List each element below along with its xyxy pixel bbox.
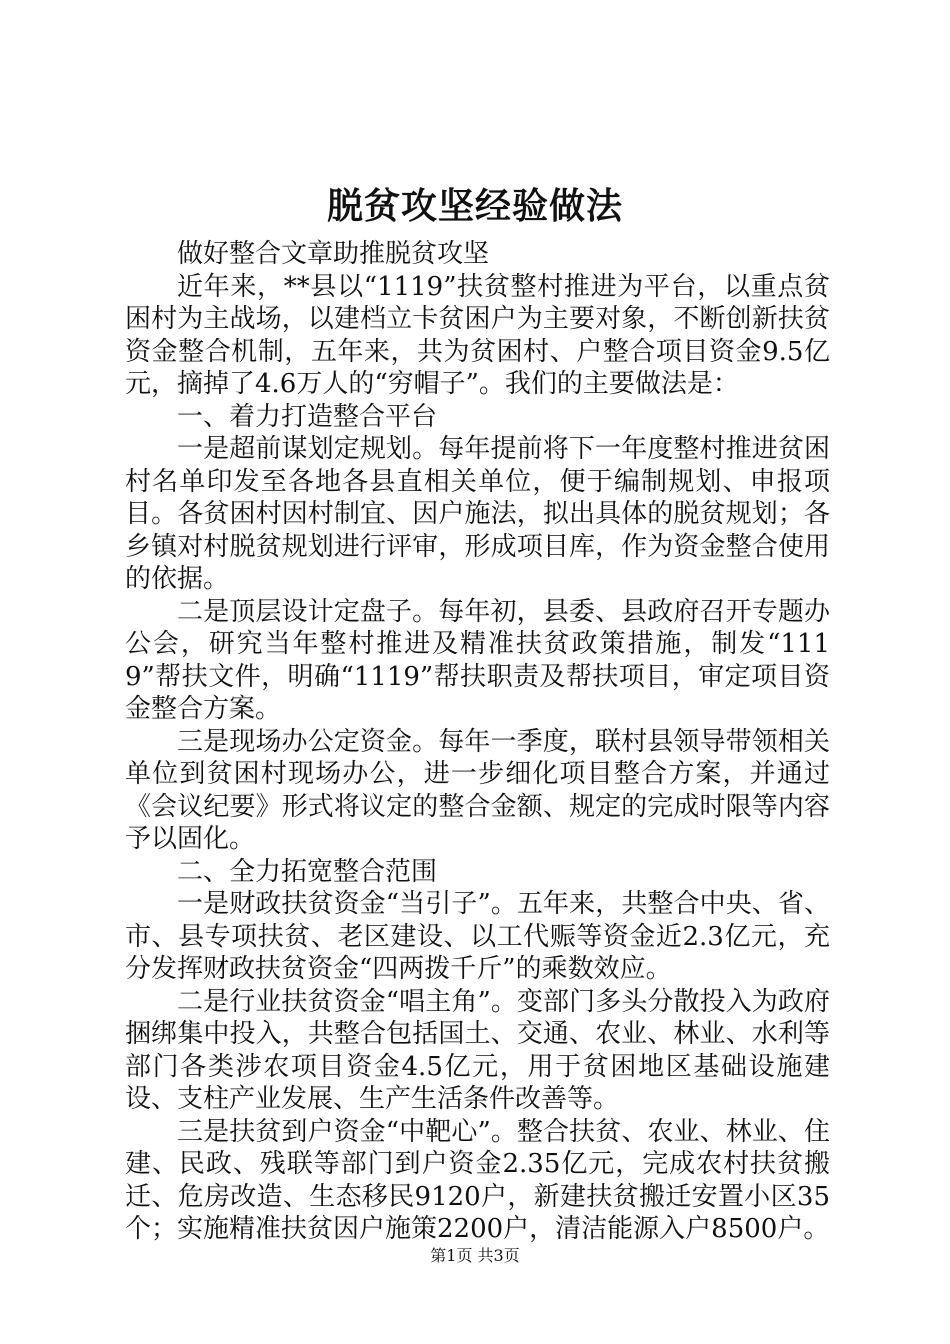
section-heading-2: 二、全力拓宽整合范围: [177, 856, 438, 887]
paragraph-intro: 近年来，**县以“1119”扶贫整村推进为平台，以重点贫困村为主战场，以建档立卡贫困户为主要对象，不断创新扶贫资金整合机制，五年来，共为贫困村、户整合项目资金9.5亿元，摘掉了4.6万人的“穷帽子”。我们的主要做法是：: [125, 271, 830, 399]
page-footer: 第1页 共3页: [430, 1246, 520, 1265]
paragraph-2-3: 三是扶贫到户资金“中靶心”。整合扶贫、农业、林业、住建、民政、残联等部门到户资金2.35亿元，完成农村扶贫搬迁、危房改造、生态移民9120户，新建扶贫搬迁安置小区35个；实施精准扶贫因户施策2200户，清洁能源入户8500户。: [125, 1116, 830, 1244]
paragraph-2-2: 二是行业扶贫资金“唱主角”。变部门多头分散投入为政府捆绑集中投入，共整合包括国土、交通、农业、林业、水利等部门各类涉农项目资金4.5亿元，用于贫困地区基础设施建设、支柱产业发展、生产生活条件改善等。: [125, 986, 830, 1114]
document-body: [125, 238, 830, 1246]
paragraph-2-1: 一是财政扶贫资金“当引子”。五年来，共整合中央、省、市、县专项扶贫、老区建设、以工代赈等资金近2.3亿元，充分发挥财政扶贫资金“四两拨千斤”的乘数效应。: [125, 889, 830, 984]
page-title: 脱贫攻坚经验做法: [326, 185, 623, 227]
paragraph-1-1: 一是超前谋划定规划。每年提前将下一年度整村推进贫困村名单印发至各地各县直相关单位，便于编制规划、申报项目。各贫困村因村制宜、因户施法，拟出具体的脱贫规划；各乡镇对村脱贫规划进行评审，形成项目库，作为资金整合使用的依据。: [125, 434, 830, 594]
paragraph-1-3: 三是现场办公定资金。每年一季度，联村县领导带领相关单位到贫困村现场办公，进一步细化项目整合方案，并通过《会议纪要》形式将议定的整合金额、规定的完成时限等内容予以固化。: [125, 726, 830, 854]
article-subtitle: 做好整合文章助推脱贫攻坚: [177, 239, 490, 269]
section-heading-1: 一、着力打造整合平台: [177, 401, 438, 432]
paragraph-1-2: 二是顶层设计定盘子。每年初，县委、县政府召开专题办公会，研究当年整村推进及精准扶贫政策措施，制发“1119”帮扶文件，明确“1119”帮扶职责及帮扶项目，审定项目资金整合方案。: [125, 596, 830, 724]
